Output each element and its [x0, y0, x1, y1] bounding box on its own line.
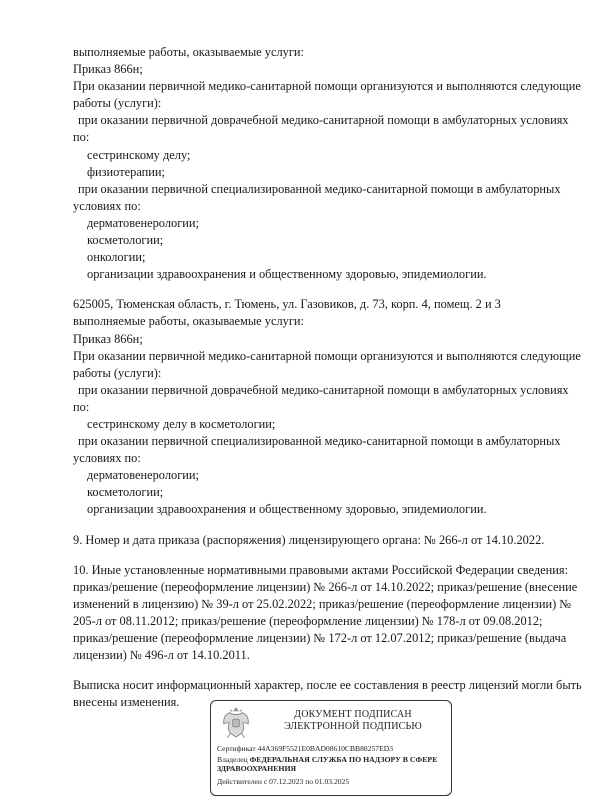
service-item: косметологии;: [87, 233, 164, 248]
text-line: 205-л от 08.11.2012; приказ/решение (переоформление лицензии) № 178-л от 09.08.2012;: [73, 613, 543, 628]
service-item: сестринскому делу в косметологии;: [87, 416, 276, 431]
text-line: лицензии) № 496-л от 14.10.2011.: [73, 648, 250, 663]
text-line: Приказ 866н;: [73, 331, 143, 346]
owner-value: ФЕДЕРАЛЬНАЯ СЛУЖБА ПО НАДЗОРУ В СФЕРЕ ЗДРАВООХРАНЕНИЯ: [217, 755, 438, 773]
certificate-label: Сертификат: [217, 744, 256, 753]
text-line: условиях по:: [73, 451, 141, 466]
text-line: внесены изменения.: [73, 695, 180, 710]
owner-row: [217, 755, 445, 773]
text-line: условиях по:: [73, 198, 141, 213]
service-item: косметологии;: [87, 485, 164, 500]
spacer: [73, 519, 543, 532]
spacer: [73, 549, 543, 562]
text-line: выполняемые работы, оказываемые услуги:: [73, 45, 305, 59]
text-line: работы (услуги):: [73, 96, 162, 111]
text-line: Приказ 866н;: [73, 62, 143, 77]
text-line: при оказании первичной специализированной медико-санитарной помощи в амбулаторных: [78, 181, 561, 196]
text-line: 10. Иные установленные нормативными правовыми актами Российской Федерации сведения:: [73, 562, 569, 577]
service-item: дерматовенерологии;: [87, 215, 199, 230]
text-line: при оказании первичной доврачебной медико-санитарной помощи в амбулаторных условиях: [78, 113, 569, 128]
service-item: онкологии;: [87, 250, 146, 265]
text-line: работы (услуги):: [73, 365, 162, 380]
text-line: выполняемые работы, оказываемые услуги:: [73, 314, 305, 329]
stamp-title-line: ДОКУМЕНТ ПОДПИСАН: [294, 709, 412, 720]
item-9-order: 9. Номер и дата приказа (распоряжения) лицензирующего органа: № 266-л от 14.10.2022.: [73, 532, 545, 547]
service-item: дерматовенерологии;: [87, 468, 199, 483]
certificate-row: [217, 744, 445, 753]
validity-row: [217, 777, 445, 786]
russian-coat-of-arms-icon: [221, 705, 251, 741]
text-line: по:: [73, 130, 90, 145]
validity-period: Действителен с 07.12.2023 по 01.03.2025: [217, 777, 350, 786]
text-line: приказ/решение (переоформление лицензии) № 266-л от 14.10.2022; приказ/решение (внесение: [73, 579, 578, 594]
spacer: [73, 283, 543, 296]
text-line: по:: [73, 399, 90, 414]
text-line: При оказании первичной медико-санитарной помощи организуются и выполняются следующие: [73, 79, 581, 94]
text-line: Выписка носит информационный характер, после ее составления в реестр лицензий могли быть: [73, 678, 582, 693]
document-page: [73, 44, 582, 711]
activity-block-1: [73, 44, 581, 283]
item-10-other-info: [73, 562, 578, 665]
service-item: организации здравоохранения и общественному здоровью, эпидемиологии.: [87, 502, 487, 517]
stamp-title-line: ЭЛЕКТРОННОЙ ПОДПИСЬЮ: [284, 721, 422, 732]
address-line: 625005, Тюменская область, г. Тюмень, ул. Газовиков, д. 73, корп. 4, помещ. 2 и 3: [73, 297, 501, 312]
text-line: При оказании первичной медико-санитарной помощи организуются и выполняются следующие: [73, 348, 581, 363]
certificate-value: 44A369F5521E0BAD08610CBB88257ED3: [257, 744, 394, 753]
stamp-title: [259, 709, 447, 733]
text-line: изменений в лицензию) № 39-л от 25.02.2022; приказ/решение (переоформление лицензии) №: [73, 596, 572, 611]
spacer: [73, 664, 543, 677]
text-line: при оказании первичной доврачебной медико-санитарной помощи в амбулаторных условиях: [78, 382, 569, 397]
text-line: при оказании первичной специализированной медико-санитарной помощи в амбулаторных: [78, 434, 561, 449]
activity-block-2: [73, 296, 581, 518]
text-line: приказ/решение (переоформление лицензии) № 172-л от 12.07.2012; приказ/решение (выдача: [73, 631, 567, 645]
service-item: сестринскому делу;: [87, 147, 191, 162]
service-item: физиотерапии;: [87, 164, 165, 179]
owner-label: Владелец: [217, 755, 248, 764]
electronic-signature-stamp: [210, 700, 452, 796]
service-item: организации здравоохранения и общественному здоровью, эпидемиологии.: [87, 267, 487, 282]
